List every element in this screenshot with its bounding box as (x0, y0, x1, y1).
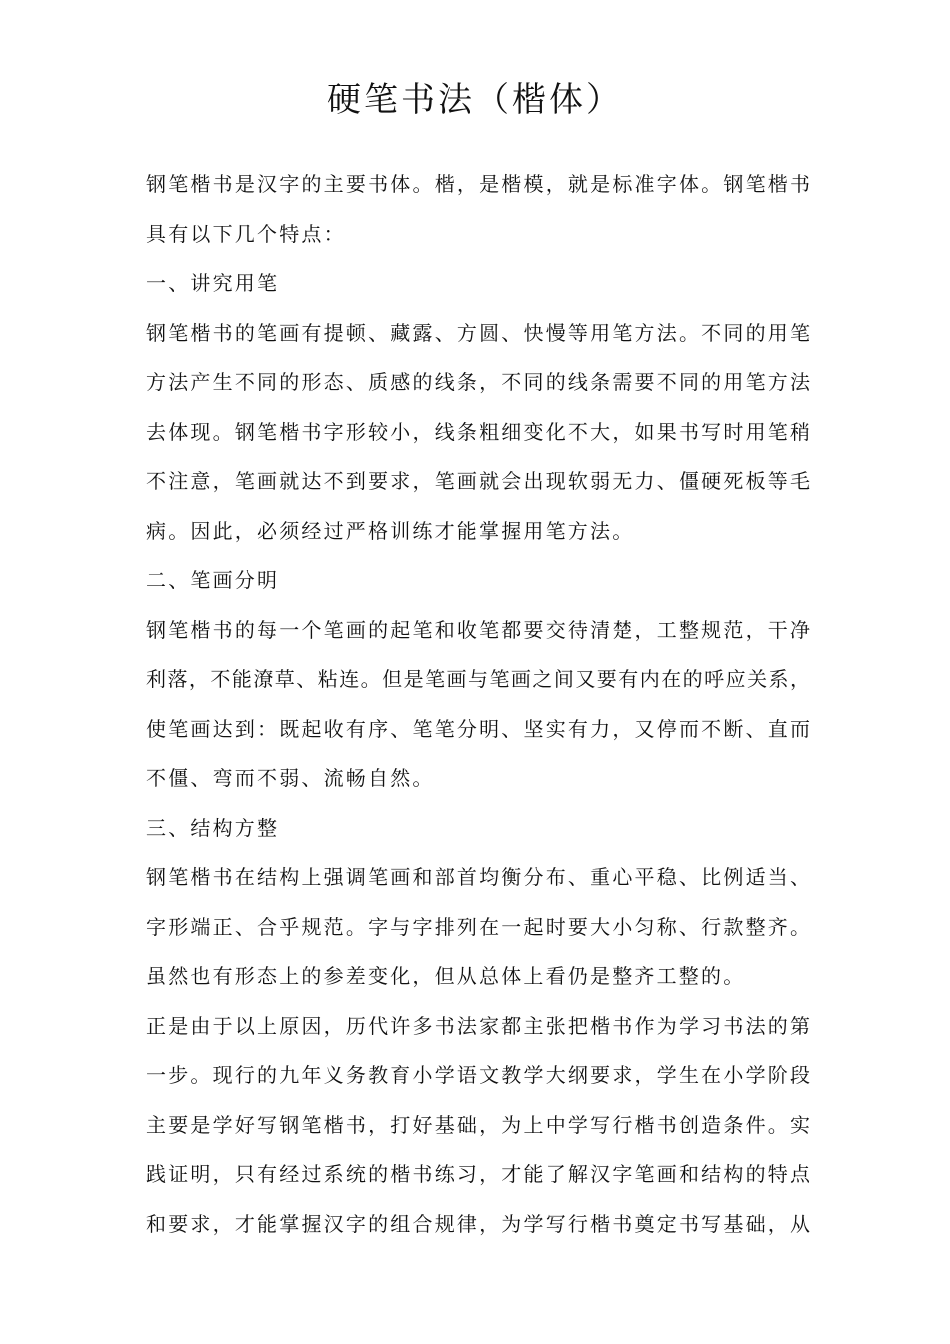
body-line: 具有以下几个特点： (146, 221, 346, 246)
document-body (146, 160, 810, 1249)
body-line: 钢笔楷书是汉字的主要书体。楷，是楷模，就是标准字体。钢笔楷书 (146, 172, 810, 196)
body-line: 方法产生不同的形态、质感的线条，不同的线条需要不同的用笔方法 (146, 370, 810, 394)
body-line: 利落，不能潦草、粘连。但是笔画与笔画之间又要有内在的呼应关系， (146, 667, 810, 691)
body-line: 病。因此，必须经过严格训练才能掌握用笔方法。 (146, 518, 635, 543)
section-heading: 一、讲究用笔 (146, 271, 280, 295)
body-line: 钢笔楷书在结构上强调笔画和部首均衡分布、重心平稳、比例适当、 (146, 865, 810, 889)
body-line: 去体现。钢笔楷书字形较小，线条粗细变化不大，如果书写时用笔稍 (146, 419, 810, 444)
body-line: 一步。现行的九年义务教育小学语文教学大纲要求，学生在小学阶段 (146, 1063, 810, 1087)
body-line: 不注意，笔画就达不到要求，笔画就会出现软弱无力、僵硬死板等毛 (146, 469, 810, 493)
body-line: 践证明，只有经过系统的楷书练习，才能了解汉字笔画和结构的特点 (146, 1162, 810, 1186)
body-line: 不僵、弯而不弱、流畅自然。 (146, 766, 435, 790)
body-line: 虽然也有形态上的参差变化，但从总体上看仍是整齐工整的。 (146, 964, 746, 988)
section-heading: 三、结构方整 (146, 815, 280, 840)
body-line: 和要求，才能掌握汉字的组合规律，为学写行楷书奠定书写基础，从 (146, 1211, 810, 1236)
body-line: 字形端正、合乎规范。字与字排列在一起时要大小匀称、行款整齐。 (146, 914, 810, 939)
body-line: 钢笔楷书的笔画有提顿、藏露、方圆、快慢等用笔方法。不同的用笔 (146, 320, 810, 345)
body-line: 主要是学好写钢笔楷书，打好基础，为上中学写行楷书创造条件。实 (146, 1112, 810, 1137)
body-line: 钢笔楷书的每一个笔画的起笔和收笔都要交待清楚，工整规范，干净 (146, 617, 810, 642)
document-title: 硬笔书法（楷体） (327, 80, 623, 120)
body-line: 使笔画达到：既起收有序、笔笔分明、坚实有力，又停而不断、直而 (146, 716, 810, 741)
section-heading: 二、笔画分明 (146, 568, 280, 592)
body-line: 正是由于以上原因，历代许多书法家都主张把楷书作为学习书法的第 (146, 1013, 810, 1038)
